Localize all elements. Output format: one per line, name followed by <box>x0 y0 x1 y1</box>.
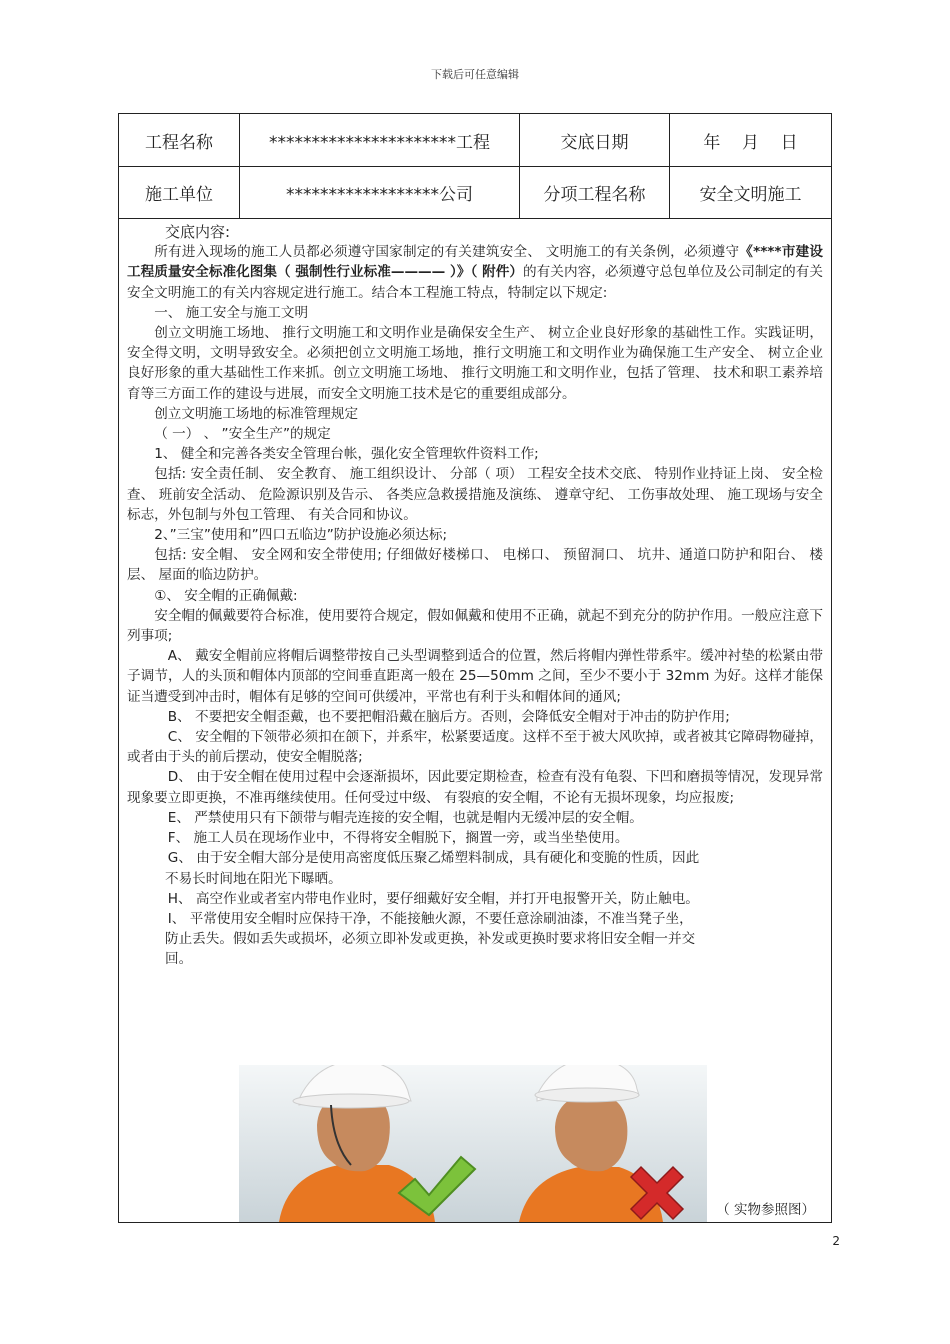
paragraph-text: 的有关内容，必须遵守总包单位及公司制定的有关安全文明施工的有关内容规定进行施工。结合本工程施工特点，特制定以下规定: <box>127 264 823 301</box>
list-item: I、 平常使用安全帽时应保持干净，不能接触火源，不要任意涂刷油漆，不准当凳子坐， <box>167 910 693 927</box>
disclosure-table <box>118 113 832 1223</box>
paragraph: 创立文明施工场地、 推行文明施工和文明作业是确保安全生产、 树立企业良好形象的基础性工作。实践证明，安全得文明，文明导致安全。必须把创立文明施工场地，推行文明施工和文明作业为确保施工生产安全、 树立企业良好形象的重大基础性工作来抓。创立文明施工场地、 推行文明施工和文明作业，包括了管理、 技术和职工素养培育等三方面工作的建设与进展，而安全文明施工技术是它的重要组成部分。 <box>127 325 823 402</box>
paragraph: 1、 健全和完善各类安全管理台帐，强化安全管理软件资料工作; <box>154 446 539 463</box>
paragraph: 创立文明施工场地的标准管理规定 <box>154 405 359 422</box>
paragraph: 2、”三宝”使用和”四口五临边”防护设施必须达标; <box>154 527 448 544</box>
helmet-photo-illustration <box>239 1065 707 1222</box>
disclosure-content <box>127 222 823 970</box>
project-name-label: 工程名称 <box>119 114 240 166</box>
sub-project-label: 分项工程名称 <box>520 167 670 218</box>
sub-project-value: 安全文明施工 <box>699 185 802 205</box>
paragraph: 包括: 安全帽、 安全网和安全带使用; 仔细做好楼梯口、 电梯口、 预留洞口、 坑井、通道口防护和阳台、 楼层、 屋面的临边防护。 <box>127 547 823 584</box>
page-number: 2 <box>832 1234 840 1248</box>
list-item: A、 戴安全帽前应将帽后调整带按自己头型调整到适合的位置，然后将帽内弹性带系牢。缓冲衬垫的松紧由带子调节，人的头顶和帽体内顶部的空间垂直距离一般在 25—50mm 之间，至少不要小于 32mm 为好。这样才能保证当遭受到冲击时，帽体有足够的空间可供缓冲，平常也有利于头和帽体间的通风; <box>127 648 823 705</box>
paragraph: 安全帽的佩戴要符合标准，使用要符合规定，假如佩戴和使用不正确，就起不到充分的防护作用。一般应注意下列事项; <box>127 607 823 645</box>
list-item: G、 由于安全帽大部分是使用高密度低压聚乙烯塑料制成，具有硬化和变脆的性质，因此 <box>167 850 700 867</box>
photo-caption: （ 实物参照图） <box>716 1202 815 1218</box>
paragraph: 包括: 安全责任制、 安全教育、 施工组织设计、 分部（ 项） 工程安全技术交底、 特别作业持证上岗、 安全检查、 班前安全活动、 危险源识别及告示、 各类应急救援措施及演练、 遵章守纪、 工伤事故处理、 施工现场与安全标志，外包制与外包工管理、 有关合同和协议。 <box>127 466 823 523</box>
list-item: E、 严禁使用只有下颌带与帽壳连接的安全帽，也就是帽内无缓冲层的安全帽。 <box>167 809 643 826</box>
list-item-continuation: 回。 <box>165 951 193 968</box>
disclosure-date-label: 交底日期 <box>520 114 670 166</box>
disclosure-date-value: 年 月 日 <box>703 132 798 153</box>
list-item: C、 安全帽的下领带必须扣在颌下，并系牢，松紧要适度。这样不至于被大风吹掉，或者被其它障碍物碰掉，或者由于头的前后摆动，使安全帽脱落; <box>127 729 823 766</box>
list-item-continuation: 防止丢失。假如丢失或损坏，必须立即补发或更换，补发或更换时要求将旧安全帽一并交 <box>165 931 696 948</box>
list-item-continuation: 不易长时间地在阳光下曝晒。 <box>165 870 342 887</box>
section-title: 一、 施工安全与施工文明 <box>154 304 309 321</box>
helmet-reference-photo <box>239 1065 707 1222</box>
paragraph: ①、 安全帽的正确佩戴: <box>154 587 298 604</box>
list-item: H、 高空作业或者室内带电作业时，要仔细戴好安全帽，并打开电报警开关，防止触电。 <box>167 890 699 907</box>
construction-unit-label: 施工单位 <box>119 167 240 218</box>
paragraph-text: 所有进入现场的施工人员都必须遵守国家制定的有关建筑安全、 文明施工的有关条例，必须遵守 <box>154 244 740 261</box>
table-row <box>119 167 831 219</box>
list-item: F、 施工人员在现场作业中，不得将安全帽脱下，搁置一旁，或当坐垫使用。 <box>167 830 629 847</box>
content-heading: 交底内容: <box>165 223 231 241</box>
table-row <box>119 114 831 167</box>
construction-unit-value: ******************公司 <box>240 167 520 218</box>
list-item: D、 由于安全帽在使用过程中会逐渐损坏，因此要定期检查，检查有没有龟裂、下凹和磨损等情况，发现异常现象要立即更换，不准再继续使用。任何受过中级、 有裂痕的安全帽，不论有无损坏现象，均应报废; <box>127 769 823 806</box>
paragraph: （ 一） 、 ”安全生产”的规定 <box>154 426 331 443</box>
header-note: 下载后可任意编辑 <box>431 68 519 81</box>
paragraph <box>127 242 823 303</box>
project-name-value: **********************工程 <box>240 114 520 166</box>
list-item: B、 不要把安全帽歪戴，也不要把帽沿戴在脑后方。否则，会降低安全帽对于冲击的防护作用; <box>167 708 730 725</box>
standard-reference: 《****市建设工程质量安全标准化图集（ 强制性行业标准———— ）》（ 附件） <box>127 244 823 281</box>
